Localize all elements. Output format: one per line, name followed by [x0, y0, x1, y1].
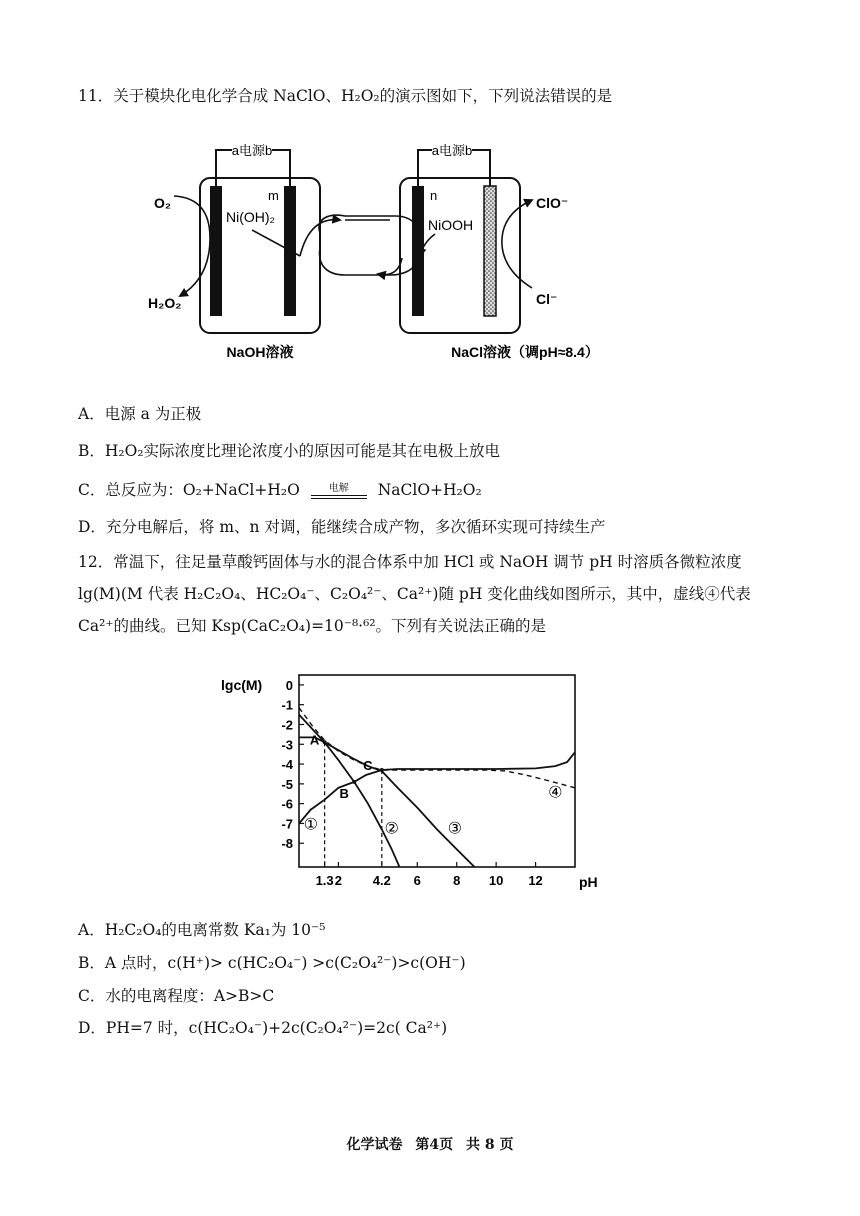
- power-label-left: a电源b: [231, 143, 273, 158]
- label-nioh2: Ni(OH)₂: [226, 209, 275, 225]
- footer-subject: 化学试卷: [346, 1137, 403, 1153]
- curve-label-3: ③: [447, 820, 462, 838]
- q12-option-a: A．H₂C₂O₄的电离常数 Ka₁为 10⁻⁵: [78, 921, 326, 939]
- point-B: [352, 780, 356, 784]
- y-axis-label: lgc(M): [221, 676, 263, 693]
- q12-stem-line3: Ca²⁺的曲线。已知 Ksp(CaC₂O₄)=10⁻⁸·⁶²。下列有关说法正确的是: [78, 617, 547, 635]
- q11-option-c-right: NaClO+H₂O₂: [377, 481, 482, 499]
- electrolysis-diagram: [140, 138, 630, 368]
- footer-total: 共 8 页: [466, 1137, 514, 1153]
- label-m: m: [268, 188, 279, 203]
- q12-option-d: D．PH=7 时，c(HC₂O₄⁻)+2c(C₂O₄²⁻)=2c( Ca²⁺): [78, 1019, 448, 1037]
- right-solution-label: NaCl溶液（调pH≈8.4）: [451, 344, 599, 360]
- label-n: n: [430, 188, 438, 203]
- q11-option-d: D．充分电解后，将 m、n 对调，能继续合成产物，多次循环实现可持续生产: [78, 518, 606, 536]
- x-tick-label: 6: [413, 873, 421, 888]
- point-C: [380, 768, 384, 772]
- y-tick-label: -5: [281, 776, 293, 792]
- reaction-condition: [311, 484, 367, 499]
- q11-option-c-left: C．总反应为：O₂+NaCl+H₂O: [78, 481, 300, 499]
- y-tick-label: -8: [281, 836, 293, 852]
- label-o2: O₂: [154, 195, 172, 211]
- curve-label-1: ①: [303, 816, 319, 834]
- point-label-A: A: [309, 732, 320, 748]
- left-solution-label: NaOH溶液: [226, 344, 294, 360]
- q11-option-c: [78, 480, 482, 500]
- series-line-4: [299, 708, 575, 788]
- q11-option-a: A．电源 a 为正极: [78, 405, 202, 423]
- label-h2o2: H₂O₂: [148, 295, 182, 311]
- condition-text: 电解: [328, 482, 349, 494]
- x-tick-label: 8: [453, 873, 461, 888]
- series-line-3: [299, 715, 475, 867]
- q11-number: 11．: [78, 87, 114, 105]
- footer-page: 第4页: [415, 1137, 454, 1153]
- y-tick-label: -2: [281, 717, 293, 733]
- point-label-B: B: [339, 785, 349, 801]
- label-cl: Cl⁻: [536, 291, 558, 307]
- flow-loop: [319, 215, 420, 275]
- y-tick-label: -3: [281, 737, 293, 753]
- x-tick-label: 4.2: [372, 873, 391, 888]
- page-footer: [0, 1134, 860, 1154]
- y-tick-label: -6: [281, 796, 293, 812]
- curve-label-2: ②: [384, 820, 399, 838]
- power-label-right: a电源b: [431, 143, 473, 158]
- x-axis-label: pH: [579, 874, 598, 890]
- y-tick-label: -1: [281, 697, 293, 713]
- point-A: [323, 740, 327, 744]
- y-tick-label: -4: [281, 757, 293, 773]
- q12-stem-line1: 12．常温下，往足量草酸钙固体与水的混合体系中加 HCl 或 NaOH 调节 pH 时溶质各微粒浓度: [78, 553, 742, 571]
- lgc-ph-chart: [215, 655, 598, 895]
- point-label-C: C: [363, 758, 373, 774]
- x-tick-label: 2: [334, 873, 343, 888]
- x-tick-label: 1.3: [315, 873, 334, 888]
- label-clo: ClO⁻: [536, 195, 569, 211]
- q12-stem-line2: lg(M)(M 代表 H₂C₂O₄、HC₂O₄⁻、C₂O₄²⁻、Ca²⁺)随 pH 变化曲线如图所示，其中，虚线④代表: [78, 585, 751, 603]
- x-tick-label: 10: [488, 873, 504, 888]
- y-tick-label: 0: [285, 677, 293, 693]
- y-tick-label: -7: [281, 816, 293, 832]
- left-electrode: [210, 186, 222, 316]
- curve-label-4: ④: [548, 784, 563, 802]
- q11-text: 关于模块化电化学合成 NaClO、H₂O₂的演示图如下，下列说法错误的是: [113, 87, 613, 105]
- q12-option-c: C．水的电离程度：A>B>C: [78, 987, 275, 1005]
- q12-option-b: B．A 点时，c(H⁺)> c(HC₂O₄⁻) >c(C₂O₄²⁻)>c(OH⁻): [78, 954, 466, 972]
- plot-frame: [299, 675, 575, 867]
- q11-option-b: B．H₂O₂实际浓度比理论浓度小的原因可能是其在电极上放电: [78, 442, 501, 460]
- q11-stem: [78, 86, 612, 106]
- label-niooh: NiOOH: [428, 217, 474, 233]
- right-electrode: [484, 186, 496, 316]
- x-tick-label: 12: [528, 873, 543, 888]
